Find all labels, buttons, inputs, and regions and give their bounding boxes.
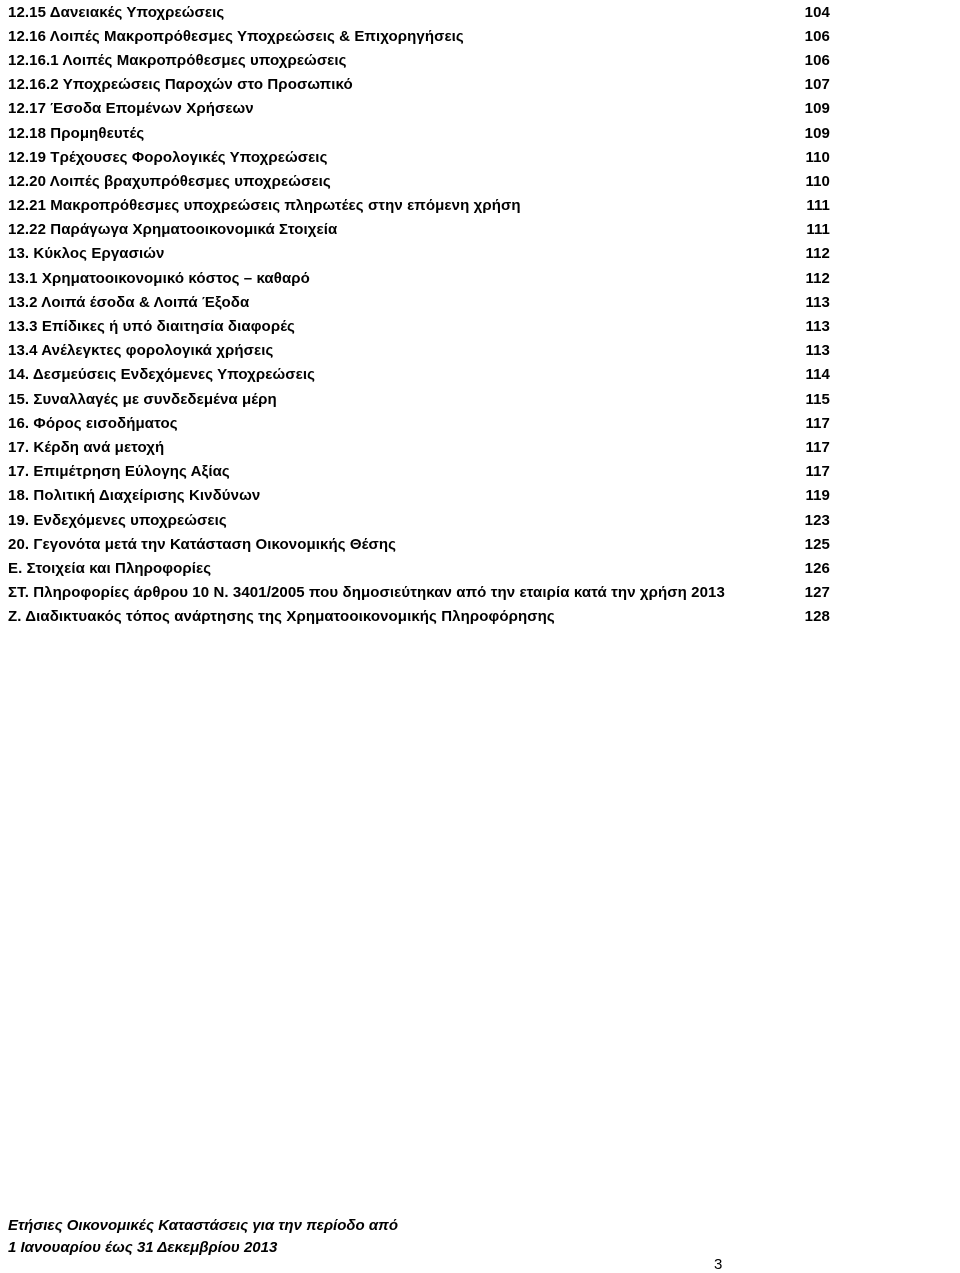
toc-entry-page: 113	[805, 293, 830, 311]
toc-entry-page: 112	[805, 269, 830, 287]
toc-row[interactable]	[8, 339, 830, 363]
toc-entry-page: 112	[805, 245, 830, 263]
toc-entry-page: 117	[805, 414, 830, 432]
toc-entry-title: 12.21 Μακροπρόθεσμες υποχρεώσεις πληρωτέες στην επόμενη χρήση	[8, 197, 521, 215]
toc-row[interactable]	[8, 581, 830, 605]
toc-entry-page: 115	[805, 390, 830, 408]
toc-entry-page: 117	[805, 463, 830, 481]
toc-row[interactable]	[8, 121, 830, 145]
table-of-contents	[8, 0, 830, 629]
toc-entry-page: 114	[805, 366, 830, 384]
toc-entry-title: 12.19 Τρέχουσες Φορολογικές Υποχρεώσεις	[8, 148, 328, 166]
toc-row[interactable]	[8, 24, 830, 48]
toc-entry-title: 12.20 Λοιπές βραχυπρόθεσμες υποχρεώσεις	[8, 172, 331, 190]
toc-row[interactable]	[8, 0, 830, 24]
toc-entry-page: 127	[804, 584, 830, 602]
toc-entry-title: 19. Ενδεχόμενες υποχρεώσεις	[8, 511, 227, 529]
toc-entry-title: 13. Κύκλος Εργασιών	[8, 245, 165, 263]
footer-report-title: Ετήσιες Οικονομικές Καταστάσεις για την περίοδο από	[8, 1217, 398, 1234]
toc-entry-page: 113	[805, 318, 830, 336]
toc-entry-title: 12.22 Παράγωγα Χρηματοοικονομικά Στοιχεία	[8, 221, 338, 239]
toc-row[interactable]	[8, 435, 830, 459]
toc-row[interactable]	[8, 411, 830, 435]
toc-entry-page: 110	[805, 172, 830, 190]
toc-entry-page: 128	[804, 608, 830, 626]
toc-row[interactable]	[8, 48, 830, 72]
toc-entry-page: 111	[806, 197, 830, 215]
toc-entry-title: ΣΤ. Πληροφορίες άρθρου 10 Ν. 3401/2005 που δημοσιεύτηκαν από την εταιρία κατά την χρήση 2013	[8, 584, 725, 602]
toc-entry-title: 12.15 Δανειακές Υποχρεώσεις	[8, 3, 225, 21]
toc-entry-title: 12.17 Έσοδα Επομένων Χρήσεων	[8, 100, 254, 118]
toc-entry-title: 13.1 Χρηματοοικονομικό κόστος – καθαρό	[8, 269, 310, 287]
toc-entry-page: 125	[804, 535, 830, 553]
toc-row[interactable]	[8, 484, 830, 508]
toc-entry-page: 104	[804, 3, 830, 21]
toc-entry-title: 20. Γεγονότα μετά την Κατάσταση Οικονομικής Θέσης	[8, 535, 397, 553]
page-number: 3	[714, 1256, 723, 1273]
toc-entry-title: 18. Πολιτική Διαχείρισης Κινδύνων	[8, 487, 261, 505]
toc-entry-page: 123	[804, 511, 830, 529]
toc-row[interactable]	[8, 556, 830, 580]
toc-entry-title: Ζ. Διαδικτυακός τόπος ανάρτησης της Χρηματοοικονομικής Πληροφόρησης	[8, 608, 555, 626]
toc-entry-title: 14. Δεσμεύσεις Ενδεχόμενες Υποχρεώσεις	[8, 366, 315, 384]
toc-row[interactable]	[8, 363, 830, 387]
toc-entry-page: 117	[805, 438, 830, 456]
toc-entry-page: 126	[804, 559, 830, 577]
toc-entry-title: 12.16.2 Υποχρεώσεις Παροχών στο Προσωπικό	[8, 76, 353, 94]
toc-row[interactable]	[8, 532, 830, 556]
toc-entry-page: 109	[804, 100, 830, 118]
toc-row[interactable]	[8, 460, 830, 484]
toc-entry-title: 12.16.1 Λοιπές Μακροπρόθεσμες υποχρεώσεις	[8, 51, 347, 69]
toc-entry-page: 106	[804, 51, 830, 69]
toc-entry-title: 17. Κέρδη ανά μετοχή	[8, 438, 165, 456]
toc-row[interactable]	[8, 242, 830, 266]
toc-entry-page: 119	[805, 487, 830, 505]
toc-entry-title: Ε. Στοιχεία και Πληροφορίες	[8, 559, 212, 577]
toc-entry-page: 107	[804, 76, 830, 94]
toc-entry-page: 110	[805, 148, 830, 166]
toc-row[interactable]	[8, 97, 830, 121]
toc-row[interactable]	[8, 266, 830, 290]
toc-row[interactable]	[8, 73, 830, 97]
toc-row[interactable]	[8, 314, 830, 338]
toc-entry-title: 15. Συναλλαγές με συνδεδεμένα μέρη	[8, 390, 277, 408]
toc-entry-title: 13.3 Επίδικες ή υπό διαιτησία διαφορές	[8, 318, 295, 336]
toc-entry-title: 12.16 Λοιπές Μακροπρόθεσμες Υποχρεώσεις & Επιχορηγήσεις	[8, 27, 464, 45]
toc-row[interactable]	[8, 218, 830, 242]
toc-row[interactable]	[8, 145, 830, 169]
toc-row[interactable]	[8, 194, 830, 218]
toc-row[interactable]	[8, 387, 830, 411]
toc-entry-page: 106	[804, 27, 830, 45]
toc-entry-title: 17. Επιμέτρηση Εύλογης Αξίας	[8, 463, 230, 481]
toc-row[interactable]	[8, 169, 830, 193]
toc-row[interactable]	[8, 290, 830, 314]
toc-row[interactable]	[8, 508, 830, 532]
toc-entry-page: 109	[804, 124, 830, 142]
toc-entry-page: 111	[806, 221, 830, 239]
toc-entry-title: 12.18 Προμηθευτές	[8, 124, 145, 142]
toc-row[interactable]	[8, 605, 830, 629]
toc-entry-title: 16. Φόρος εισοδήματος	[8, 414, 178, 432]
toc-entry-title: 13.4 Ανέλεγκτες φορολογικά χρήσεις	[8, 342, 274, 360]
footer-report-period: 1 Ιανουαρίου έως 31 Δεκεμβρίου 2013	[8, 1239, 278, 1256]
toc-entry-page: 113	[805, 342, 830, 360]
toc-entry-title: 13.2 Λοιπά έσοδα & Λοιπά Έξοδα	[8, 293, 250, 311]
